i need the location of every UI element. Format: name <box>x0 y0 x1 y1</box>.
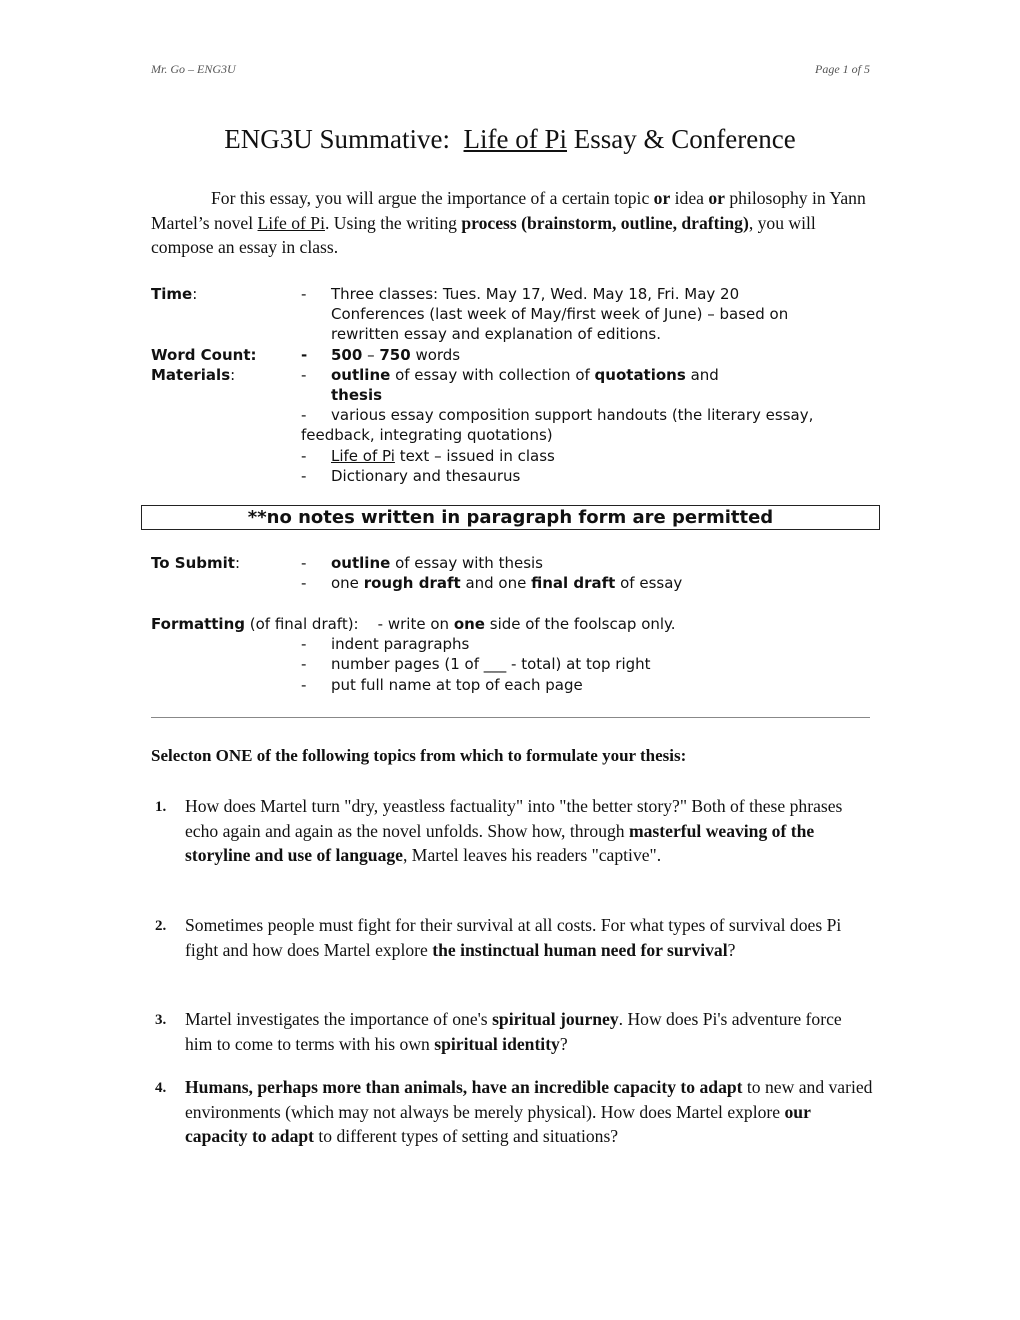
text: of essay <box>615 574 683 593</box>
topic-number: 2. <box>155 918 167 934</box>
text: , you will compose an essay in class. <box>151 212 816 257</box>
submit-label: To Submit <box>151 554 235 572</box>
text: ? <box>727 939 736 960</box>
text: How does Martel turn "dry, yeastless factuality" into "the better story?" Both of these phrases echo again and again as the novel unfolds. Show how, through <box>185 796 843 841</box>
title-suffix: Essay & Conference <box>567 124 796 154</box>
text: . How does Pi's adventure force him to come to terms with his own <box>185 1009 842 1054</box>
topics-heading: Selecton ONE of the following topics from which to formulate your thesis: <box>151 746 687 765</box>
text: , Martel leaves his readers "captive". <box>403 845 662 866</box>
text-bold: final draft <box>531 574 616 593</box>
colon: : <box>234 554 240 572</box>
header-left: Mr. Go – ENG3U <box>151 62 236 76</box>
intro-paragraph <box>151 186 873 260</box>
dash: - <box>301 446 307 465</box>
dash: - <box>301 574 307 593</box>
title-book: Life of Pi <box>463 124 568 154</box>
text: of essay with collection of <box>390 365 595 384</box>
topic-item <box>151 913 873 962</box>
text-bold: one <box>453 615 485 633</box>
topic-item <box>151 1075 873 1149</box>
materials-label: Materials <box>151 365 231 384</box>
text: (of final draft): - write on <box>245 615 454 633</box>
submit-item <box>331 573 682 593</box>
text: . Using the writing <box>324 212 462 233</box>
text: of essay with thesis <box>390 554 543 572</box>
dash: - <box>301 466 307 485</box>
header-page-number: Page 1 of 5 <box>815 62 870 76</box>
text-bold: or <box>708 188 725 208</box>
materials-item: Dictionary and thesaurus <box>331 466 521 485</box>
materials-item <box>331 365 719 385</box>
text: ? <box>559 1033 568 1054</box>
text: text – issued in class <box>394 446 555 465</box>
text-bold: quotations <box>594 365 686 384</box>
word-count-label: Word Count: <box>151 345 257 364</box>
materials-item: various essay composition support handouts (the literary essay, <box>331 406 814 425</box>
text-bold: process (brainstorm, outline, drafting) <box>461 212 749 233</box>
dash: - <box>301 406 307 425</box>
text: one <box>331 574 364 593</box>
text: and one <box>460 574 532 593</box>
materials-item <box>331 446 555 466</box>
wc-sep: – <box>362 345 380 364</box>
dash: - <box>301 554 307 572</box>
formatting-item: number pages (1 of ___ - total) at top right <box>331 655 651 674</box>
assignment-details <box>151 284 881 486</box>
colon: : <box>192 285 198 303</box>
dash: - <box>301 675 307 694</box>
book-title: Life of Pi <box>331 446 395 465</box>
dash: - <box>301 365 307 384</box>
book-title: Life of Pi <box>257 212 325 233</box>
time-line: Three classes: Tues. May 17, Wed. May 18, Fri. May 20 <box>331 285 740 303</box>
wc-max: 750 <box>379 345 411 364</box>
time-line: Conferences (last week of May/first week of June) – based on <box>331 305 789 324</box>
formatting-section <box>151 614 881 695</box>
text: idea <box>670 188 709 208</box>
submit-item <box>331 553 543 573</box>
word-count-value <box>331 345 460 365</box>
text: Martel investigates the importance of one's <box>185 1009 493 1029</box>
text: and <box>685 365 719 384</box>
text: to different types of setting and situations? <box>314 1126 619 1147</box>
text-bold: masterful weaving of the storyline and use of language <box>185 820 815 866</box>
dash: - <box>301 345 308 364</box>
text: Sometimes people must fight for their survival at all costs. For what types of survival does Pi fight and how does Martel explore <box>185 915 842 960</box>
text-bold: thesis <box>331 385 383 404</box>
topic-number: 4. <box>155 1080 167 1096</box>
title-prefix: ENG3U Summative: <box>224 124 464 154</box>
text: philosophy in Yann Martel’s novel <box>151 188 866 233</box>
time-label: Time <box>151 285 193 303</box>
topic-item <box>151 1007 873 1056</box>
topic-item <box>151 794 873 868</box>
dash: - <box>301 655 307 674</box>
text-bold: rough draft <box>363 574 461 593</box>
time-line: rewritten essay and explanation of editions. <box>331 325 661 344</box>
text-bold: or <box>653 188 671 208</box>
text-bold: outline <box>331 554 391 572</box>
divider <box>151 717 870 718</box>
formatting-item: put full name at top of each page <box>331 675 583 694</box>
formatting-label: Formatting <box>151 615 245 633</box>
text-bold: the instinctual human need for survival <box>432 939 728 960</box>
wc-min: 500 <box>331 345 363 364</box>
wc-unit: words <box>410 345 461 364</box>
formatting-item: indent paragraphs <box>331 635 470 654</box>
topic-number: 3. <box>155 1012 167 1028</box>
dash: - <box>301 285 307 303</box>
page-title <box>0 124 1020 155</box>
dash: - <box>301 635 307 654</box>
text: For this essay, you will argue the importance of a certain topic <box>211 188 654 208</box>
notice-box: **no notes written in paragraph form are permitted <box>141 505 880 530</box>
materials-item-cont: feedback, integrating quotations) <box>301 426 553 445</box>
submit-section <box>151 553 881 593</box>
text-bold: spiritual journey <box>492 1009 619 1029</box>
text: side of the foolscap only. <box>484 615 676 633</box>
text-bold: outline <box>331 365 391 384</box>
text-bold: our capacity to adapt <box>185 1101 811 1147</box>
text-bold: Humans, perhaps more than animals, have an incredible capacity to adapt <box>185 1077 743 1097</box>
text-bold: spiritual identity <box>434 1033 560 1054</box>
topic-number: 1. <box>155 799 167 815</box>
colon: : <box>230 365 236 384</box>
text: to new and varied environments (which may not always be merely physical). How does Martel explore <box>185 1077 873 1122</box>
